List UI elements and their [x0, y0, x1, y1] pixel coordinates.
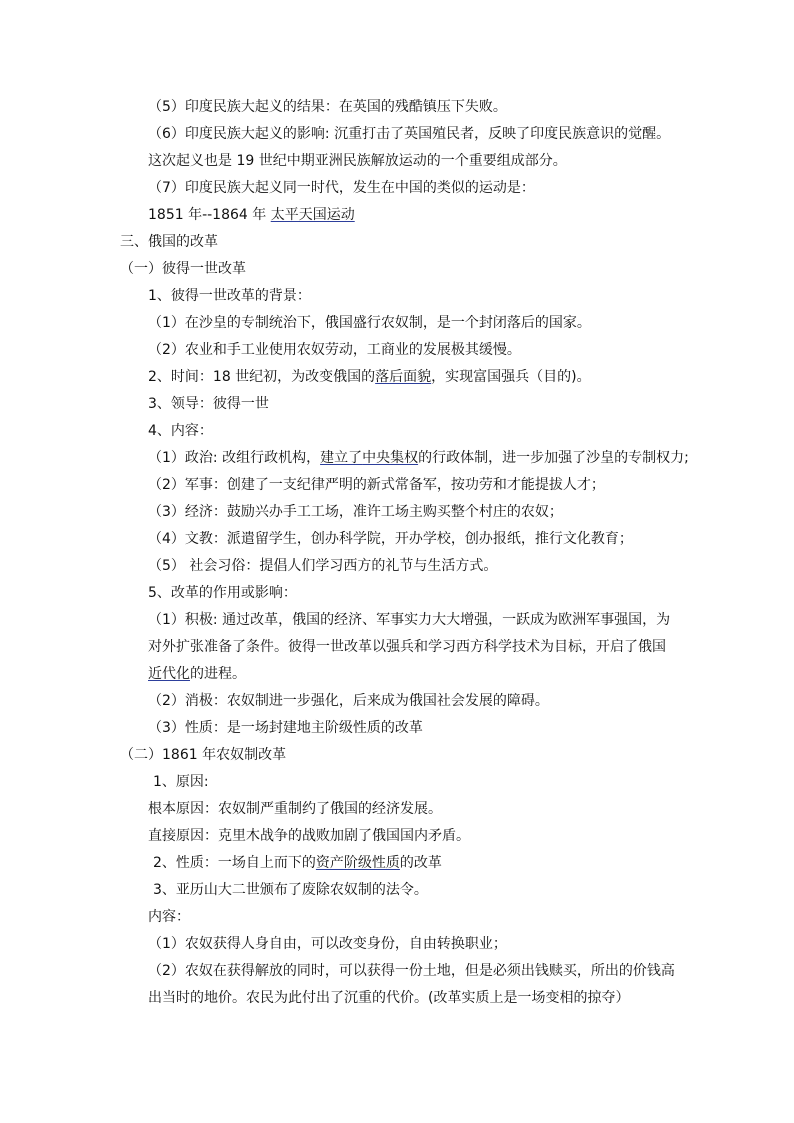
item-effects-positive — [120, 607, 676, 688]
taiping-years: 1851 年--1864 年 — [148, 207, 271, 223]
paragraph-uprising-china: （7）印度民族大起义同一时代，发生在中国的类似的运动是： — [148, 180, 535, 196]
item-effects-nature: （3）性质：是一场封建地主阶级性质的改革 — [148, 720, 423, 736]
item-content-economy: （3）经济：鼓励兴办手工工场，准许工场主购买整个村庄的农奴； — [148, 504, 563, 520]
time-text: 2、时间：18 世纪初，为改变俄国的 — [148, 369, 376, 385]
item-peter-time — [120, 364, 676, 391]
paragraph-uprising-impact: （6）印度民族大起义的影响: 沉重打击了英国殖民者，反映了印度民族意识的觉醒。这次起义也是 19 世纪中期亚洲民族解放运动的一个重要组成部分。 — [148, 126, 671, 169]
paragraph-uprising-result: （5）印度民族大起义的结果：在英国的残酷镇压下失败。 — [148, 99, 507, 115]
politics-underlined-2: 中央集权 — [362, 450, 419, 466]
taiping-answer: 太平天国运动 — [270, 207, 355, 223]
item-content-politics — [120, 445, 689, 472]
politics-text: （1）政治: 改组行政机构， — [148, 450, 321, 466]
nature-text-end: 的改革 — [399, 855, 442, 871]
item-peter-content: 4、内容： — [148, 423, 213, 439]
item-content-land: （2）农奴在获得解放的同时，可以获得一份土地，但是必须出钱赎买，所出的价钱高出当时的地价。农民为此付出了沉重的代价。(改革实质上是一场变相的掠夺） — [148, 963, 675, 1006]
item-serfdom-decree: 3、亚历山大二世颁布了废除农奴制的法令。 — [153, 882, 428, 898]
item-content-military: （2）军事：创建了一支纪律严明的新式常备军，按功劳和才能提拔人才； — [148, 477, 605, 493]
item-serfdom-causes: 1、原因: — [153, 774, 209, 790]
item-background-2: （2）农业和手工业使用农奴劳动，工商业的发展极其缓慢。 — [148, 342, 521, 358]
item-cause-root: 根本原因：农奴制严重制约了俄国的经济发展。 — [148, 801, 442, 817]
subsection-heading-serfdom: （二）1861 年农奴制改革 — [120, 747, 287, 763]
item-peter-effects: 5、改革的作用或影响： — [148, 585, 297, 601]
section-heading-russia: 三、俄国的改革 — [120, 234, 218, 250]
paragraph-taiping — [120, 202, 676, 229]
item-content-freedom: （1）农奴获得人身自由，可以改变身份，自由转换职业； — [148, 936, 507, 952]
nature-text: 2、性质：一场自上而下的 — [153, 855, 316, 871]
time-underlined: 落后面貌 — [375, 369, 432, 385]
positive-text: （1）积极: 通过改革，俄国的经济、军事实力大大增强，一跃成为欧洲军事强国，为对外扩张准备了条件。彼得一世改革以强兵和学习西方科学技术为目标，开启了俄国 — [148, 612, 671, 655]
politics-underlined-1: 建立了 — [320, 450, 363, 466]
item-peter-background: 1、彼得一世改革的背景： — [148, 288, 311, 304]
item-serfdom-content: 内容： — [148, 909, 190, 925]
item-content-education: （4）文教：派遣留学生，创办科学院，开办学校，创办报纸，推行文化教育； — [148, 531, 633, 547]
positive-text-end: 的进程。 — [190, 666, 246, 682]
item-serfdom-nature — [120, 850, 676, 877]
politics-text-end: 的行政体制，进一步加强了沙皇的专制权力; — [418, 450, 689, 466]
item-cause-direct: 直接原因：克里木战争的战败加剧了俄国国内矛盾。 — [148, 828, 470, 844]
item-peter-leader: 3、领导：彼得一世 — [148, 396, 269, 412]
item-background-1: （1）在沙皇的专制统治下，俄国盛行农奴制，是一个封闭落后的国家。 — [148, 315, 591, 331]
time-text-end: ，实现富国强兵（目的)。 — [431, 369, 591, 385]
subsection-heading-peter: （一）彼得一世改革 — [120, 261, 246, 277]
nature-underlined: 资产阶级性质 — [315, 855, 400, 871]
item-effects-negative: （2）消极：农奴制进一步强化，后来成为俄国社会发展的障碍。 — [148, 693, 549, 709]
item-content-customs: （5） 社会习俗：提倡人们学习西方的礼节与生活方式。 — [148, 558, 498, 574]
positive-underlined: 近代化 — [148, 666, 190, 682]
